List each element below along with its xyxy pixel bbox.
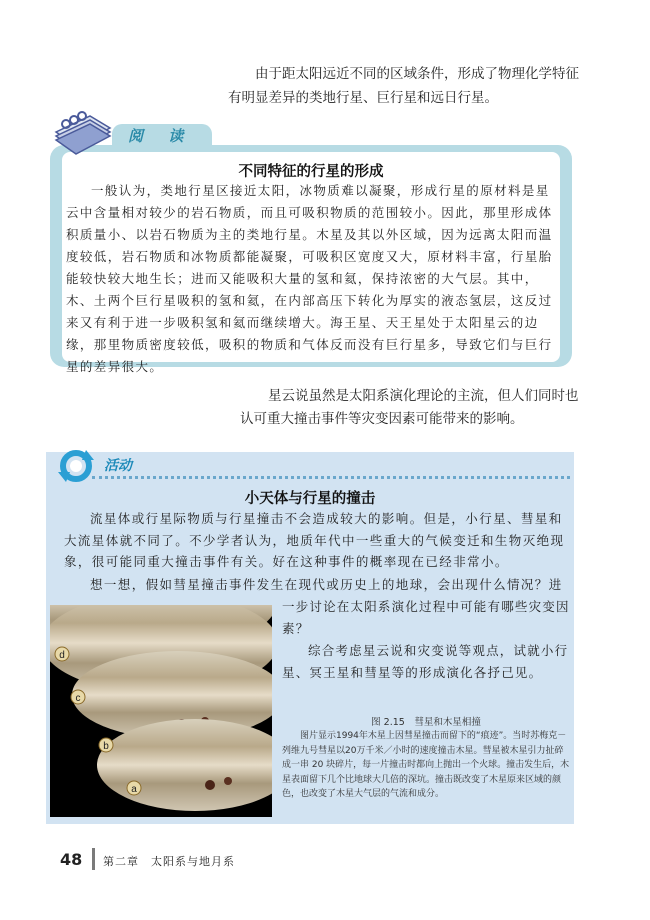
svg-text:a: a xyxy=(131,784,137,795)
nebular-theory-paragraph: 星云说虽然是太阳系演化理论的主流，但人们同时也认可重大撞击事件等灾变因素可能带来的影响。 xyxy=(240,388,579,427)
jupiter-impact-figure xyxy=(50,605,272,817)
frame-label-b xyxy=(99,738,113,752)
activity-divider xyxy=(92,476,570,479)
svg-text:d: d xyxy=(59,650,65,661)
figure-caption-title: 图 2.15 彗星和木星相撞 xyxy=(371,717,481,728)
intro-paragraph: 由于距太阳远近不同的区域条件，形成了物理化学特征有明显差异的类地行星、巨行星和远日行星。 xyxy=(228,66,579,106)
activity-label: 活动 xyxy=(104,458,132,474)
frame-label-a xyxy=(127,781,141,795)
cycle-arrows-icon xyxy=(56,446,96,486)
reading-title: 不同特征的行星的形成 xyxy=(238,164,384,180)
activity-paragraph-3: 综合考虑星云说和灾变说等观点，试就小行星、冥王星和彗星等的形成演化各抒己见。 xyxy=(282,643,569,680)
activity-paragraph-1: 流星体或行星际物质与行星撞击不会造成较大的影响。但是，小行星、彗星和大流星体就不同了。不少学者认为，地质年代中一些重大的气候变迁和生物灭绝现象，很可能同重大撞击事件有关。好在这种事件的概率现在已经非常小。 xyxy=(64,511,565,569)
activity-question-start: 想一想，假如彗星撞击事件发生在现代或历史上的地球，会出现什么情况？进 xyxy=(90,577,563,592)
chapter-title: 第二章 太阳系与地月系 xyxy=(103,855,235,868)
svg-text:b: b xyxy=(103,741,109,752)
frame-label-d xyxy=(55,647,69,661)
svg-text:c: c xyxy=(75,693,81,704)
frame-label-c xyxy=(71,690,85,704)
page-number: 48 xyxy=(60,850,83,869)
footer-divider xyxy=(92,848,95,870)
activity-title: 小天体与行星的撞击 xyxy=(244,491,376,507)
notebook-icon xyxy=(50,110,114,156)
reading-label: 阅 读 xyxy=(128,127,194,145)
activity-question-end: 一步讨论在太阳系演化过程中可能有哪些灾变因素？ xyxy=(282,599,570,636)
figure-caption-body: 图片显示1994年木星上因彗星撞击而留下的“痕迹”。当时苏梅克－列维九号彗星以20万千米／小时的速度撞击木星。彗星被木星引力扯碎成一串 20 块碎片，每一片撞击时都向上抛出一个火球。撞击发生后，木星表面留下几个比地球大几倍的深坑。撞击既改变了木星原来区域的颜色，也改变了木星大气层的气流和成分。 xyxy=(282,731,570,800)
reading-body: 一般认为，类地行星区接近太阳，冰物质难以凝聚，形成行星的原材料是星云中含量相对较少的岩石物质，而且可吸积物质的范围较小。因此，那里形成体积质量小、以岩石物质为主的类地行星。木星及其以外区域，因为远离太阳而温度较低，岩石物质和冰物质都能凝聚，可吸积区宽度又大，原材料丰富，行星胎能较快较大地生长；进而又能吸积大量的氢和氦，保持浓密的大气层。其中，木、土两个巨行星吸积的氢和氦，在内部高压下转化为厚实的液态氢层，这反过来又有利于进一步吸积氢和氦而继续增大。海王星、天王星处于太阳星云的边缘，那里物质密度较低，吸积的物质和气体反而没有巨行星多，导致它们与巨行星的差异很大。 xyxy=(66,183,553,374)
